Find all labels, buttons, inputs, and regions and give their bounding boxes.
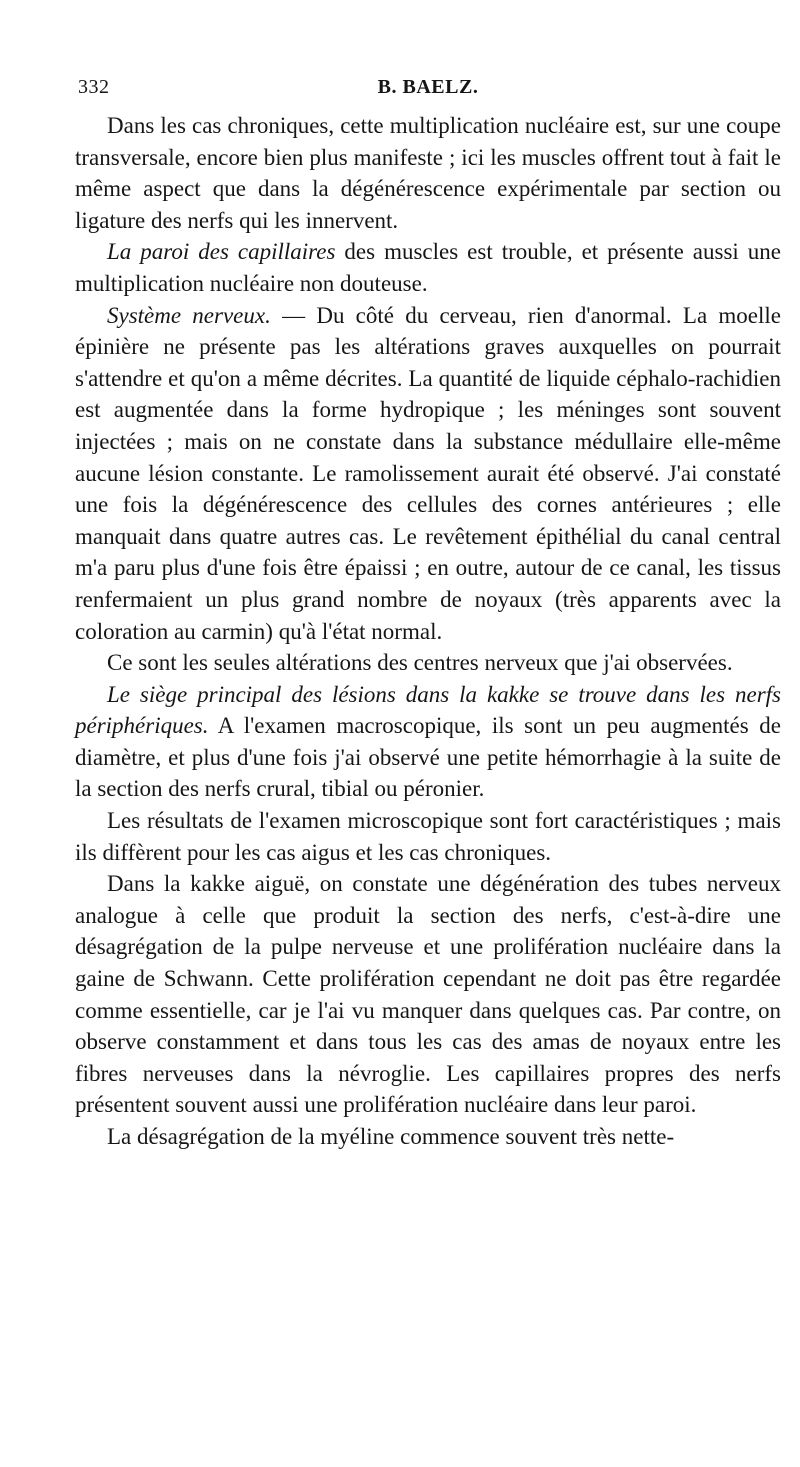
paragraph-lead: Système nerveux. — [107, 302, 271, 328]
paragraph: Système nerveux. — Du côté du cerveau, rien d'anormal. La moelle épinière ne présente pas les altérations graves auxquelles on pourrait s'attendre et qu'on a même décrites. La quantité de liquide céphalo-rachidien est augmentée dans la forme hydropique ; les méninges sont souvent injectées ; mais on ne constate dans la substance médullaire elle-même aucune lésion constante. Le ramolissement aurait été observé. J'ai constaté une fois la dégénérescence des cellules des cornes antérieures ; elle manquait dans quatre autres cas. Le revêtement épithélial du canal central m'a paru plus d'une fois être épaissi ; en outre, autour de ce canal, les tissus renfermaient un plus grand nombre de noyaux (très apparents avec la coloration au carmin) qu'à l'état normal. — [75, 302, 781, 644]
page-number: 332 — [78, 76, 110, 98]
paragraph-lead: Le siège principal des lésions dans la kakke se trouve dans les nerfs périphériques. — [75, 681, 781, 739]
paragraph: Dans la kakke aiguë, on constate une dégénération des tubes nerveux analogue à celle que produit la section des nerfs, c'est-à-dire une désagrégation de la pulpe nerveuse et une prolifération nucléaire dans la gaine de Schwann. Cette prolifération cependant ne doit pas être regardée comme essentielle, car je l'ai vu manquer dans quelques cas. Par contre, on observe constamment et dans tous les cas des amas de noyaux entre les fibres nerveuses dans la névroglie. Les capillaires propres des nerfs présentent souvent aussi une prolifération nucléaire dans leur paroi. — [75, 871, 781, 1118]
body-text — [75, 110, 781, 1153]
paragraph: Dans les cas chroniques, cette multiplication nucléaire est, sur une coupe transversale, encore bien plus manifeste ; ici les muscles offrent tout à fait le même aspect que dans la dégénérescence expérimentale par section ou ligature des nerfs qui les innervent. — [75, 113, 781, 233]
paragraph: Ce sont les seules altérations des centres nerveux que j'ai observées. — [107, 650, 733, 676]
paragraph: Le siège principal des lésions dans la kakke se trouve dans les nerfs périphériques. A l'examen macroscopique, ils sont un peu augmentés de diamètre, et plus d'une fois j'ai observé une petite hémorrhagie à la suite de la section des nerfs crural, tibial ou péronier. — [75, 681, 781, 802]
paragraph: La paroi des capillaires des muscles est trouble, et présente aussi une multiplication nucléaire non douteuse. — [75, 239, 781, 296]
page-header — [78, 76, 778, 106]
paragraph: La désagrégation de la myéline commence souvent très nette- — [107, 1124, 675, 1149]
paragraph-lead: La paroi des capillaires — [107, 239, 336, 265]
running-head: B. BAELZ. — [377, 76, 479, 98]
paragraph: Les résultats de l'examen microscopique sont fort caractéristiques ; mais ils diffèrent pour les cas aigus et les cas chroniques. — [75, 808, 781, 865]
